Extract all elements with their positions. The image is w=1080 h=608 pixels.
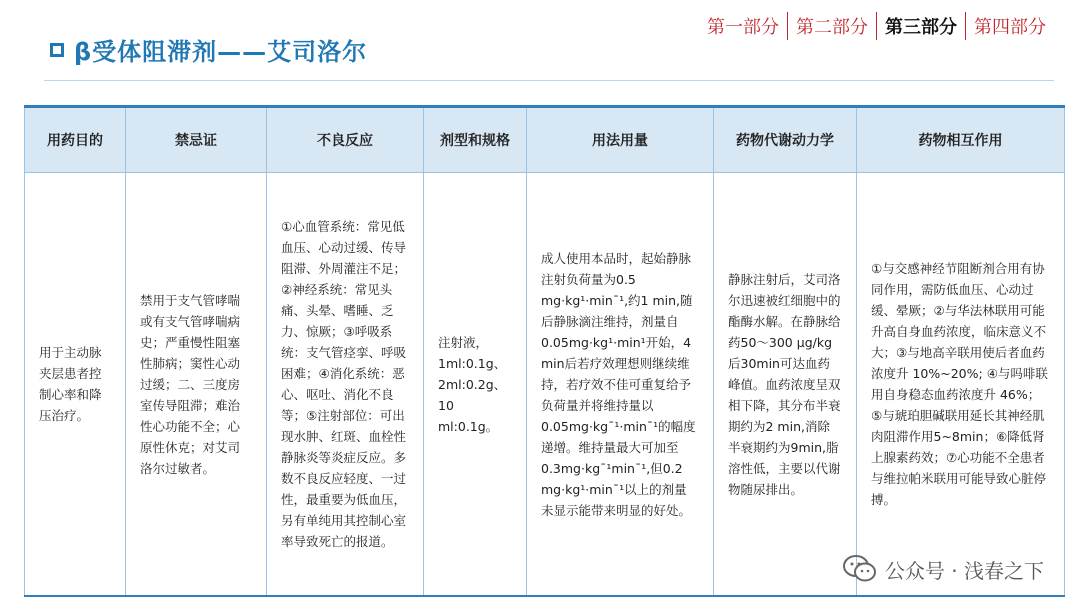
header-dosage-form: 剂型和规格 xyxy=(424,107,527,173)
cell-dosage-form: 注射液，1ml:0.1g、2ml:0.2g、10 ml:0.1g。 xyxy=(424,173,527,597)
cell-contraindications: 禁用于支气管哮喘或有支气管哮喘病史；严重慢性阻塞性肺病；窦性心动过缓；二、三度房室传导阻滞；难治性心功能不全；心原性休克；对艾司洛尔过敏者。 xyxy=(126,173,267,597)
nav-item-part1[interactable]: 第一部分 xyxy=(707,17,779,38)
header-interactions: 药物相互作用 xyxy=(857,107,1065,173)
title-divider xyxy=(44,80,1054,81)
header-adverse-reactions: 不良反应 xyxy=(267,107,424,173)
table-row xyxy=(25,173,1065,597)
nav-item-part4[interactable]: 第四部分 xyxy=(974,17,1046,38)
nav-item-part2[interactable]: 第二部分 xyxy=(796,17,868,38)
section-nav xyxy=(699,12,1054,40)
cell-interactions: ①与交感神经节阻断剂合用有协同作用，需防低血压、心动过缓、晕厥；②与华法林联用可能升高自身血药浓度，临床意义不大；③与地高辛联用使后者血药浓度升 10%~20%; ④与吗啡联用自身稳态血药浓度升 46%；⑤与琥珀胆碱联用延长其神经肌肉阻滞作用5~8min；⑥降低肾上腺素药效；⑦心功能不全患者与维拉帕米联用可能导致心脏停搏。 xyxy=(857,173,1065,597)
square-bullet-icon xyxy=(50,43,64,57)
cell-adverse-reactions: ①心血管系统：常见低血压、心动过缓、传导阻滞、外周灌注不足；②神经系统：常见头痛、头晕、嗜睡、乏力、惊厥；③呼吸系统：支气管痉挛、呼吸困难；④消化系统：恶心、呕吐、消化不良等；⑤注射部位：可出现水肿、红斑、血栓性静脉炎等炎症反应。多数不良反应轻度、一过性，最重要为低血压，另有单纯用其控制心室率导致死亡的报道。 xyxy=(267,173,424,597)
header-usage-dosage: 用法用量 xyxy=(527,107,714,173)
header-contraindications: 禁忌证 xyxy=(126,107,267,173)
header-pharmacokinetics: 药物代谢动力学 xyxy=(714,107,857,173)
cell-purpose: 用于主动脉夹层患者控制心率和降压治疗。 xyxy=(25,173,126,597)
drug-info-table xyxy=(24,105,1065,597)
cell-pharmacokinetics: 静脉注射后，艾司洛尔迅速被红细胞中的酯酶水解。在静脉给药50～300 μg/kg后30min可达血药峰值。血药浓度呈双相下降，其分布半衰期约为2 min,消除半衰期约为9min,脂溶性低，主要以代谢物随尿排出。 xyxy=(714,173,857,597)
watermark-text: 公众号 · 浅春之下 xyxy=(884,558,1044,583)
cell-usage-dosage: 成人使用本品时，起始静脉注射负荷量为0.5 mg·kg¹·min¯¹,约1 min,随后静脉滴注维持，剂量自0.05mg·kg¹·min¹开始，4 min后若疗效理想则继续维持，若疗效不佳可重复给予负荷量并将维持量以0.05mg·kg¯¹·min¯¹的幅度递增。维持量最大可加至0.3mg·kg¯¹min¯¹,但0.2 mg·kg¹·min¯¹以上的剂量未显示能带来明显的好处。 xyxy=(527,173,714,597)
header-purpose: 用药目的 xyxy=(25,107,126,173)
table-header-row xyxy=(25,107,1065,173)
wechat-watermark xyxy=(843,554,1044,584)
page-title-text: β受体阻滞剂——艾司洛尔 xyxy=(74,38,368,66)
wechat-icon xyxy=(843,554,877,584)
nav-item-part3[interactable]: 第三部分 xyxy=(885,17,957,38)
page-title xyxy=(50,32,367,67)
